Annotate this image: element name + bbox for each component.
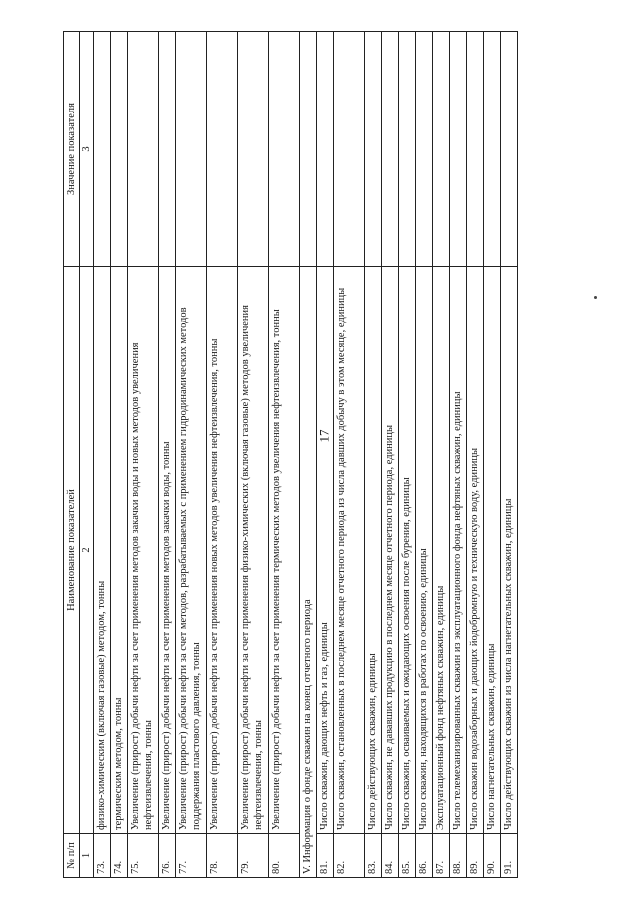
row-num: 91.	[501, 834, 518, 878]
row-name: Число телемеханизированных скважин из эксплуатационного фонда нефтяных скважин, единицы	[450, 267, 467, 834]
row-value	[207, 32, 238, 267]
table-row	[382, 32, 399, 878]
section-row	[300, 32, 317, 878]
row-value	[317, 32, 334, 267]
header-name: Наименование показателей	[64, 267, 80, 834]
row-name: Число скважин водозаборных и дающих йодобромную и техническую воду, единицы	[467, 267, 484, 834]
index-cell: 1	[80, 834, 94, 878]
row-value	[238, 32, 269, 267]
row-name: Увеличение (прирост) добычи нефти за счет применения физико-химических (включая газовые) методов увеличения нефтеизвлечения, тонны	[238, 267, 269, 834]
row-value	[269, 32, 300, 267]
table-row	[317, 32, 334, 878]
row-num: 80.	[269, 834, 300, 878]
header-num: № п/п	[64, 834, 80, 878]
row-name: Число действующих скважин из числа нагнетательных скважин, единицы	[501, 267, 518, 834]
row-num: 77.	[176, 834, 207, 878]
row-num: 74.	[111, 834, 128, 878]
row-value	[450, 32, 467, 267]
row-name: Увеличение (прирост) добычи нефти за счет применения методов закачки воды, тонны	[159, 267, 176, 834]
row-value	[484, 32, 501, 267]
section-heading: V. Информация о фонде скважин на конец отчетного периода	[300, 267, 317, 878]
row-num: 86.	[416, 834, 433, 878]
table-row	[159, 32, 176, 878]
row-name: Число скважин, находящихся в работах по освоению, единицы	[416, 267, 433, 834]
column-index-row	[80, 32, 94, 878]
row-num: 83.	[365, 834, 382, 878]
row-name: Эксплуатационный фонд нефтяных скважин, единицы	[433, 267, 450, 834]
table-row	[207, 32, 238, 878]
table-row	[176, 32, 207, 878]
row-name: Число действующих скважин, единицы	[365, 267, 382, 834]
row-value	[111, 32, 128, 267]
row-num: 79.	[238, 834, 269, 878]
row-num: 81.	[317, 834, 334, 878]
row-value	[433, 32, 450, 267]
table-row	[365, 32, 382, 878]
table-row	[399, 32, 416, 878]
row-name: Увеличение (прирост) добычи нефти за счет методов, разрабатываемых с применением гидродинамических методов поддержания пластового давления, тонны	[176, 267, 207, 834]
table-row	[238, 32, 269, 878]
table-row	[484, 32, 501, 878]
row-name: Число скважин, дающих нефть и газ, единицы	[317, 267, 334, 834]
table-row	[111, 32, 128, 878]
header-value: Значение показателя	[64, 32, 80, 267]
row-num: 85.	[399, 834, 416, 878]
index-cell: 2	[80, 267, 94, 834]
row-num: 88.	[450, 834, 467, 878]
index-cell: 3	[80, 32, 94, 267]
row-num: 78.	[207, 834, 238, 878]
scan-speck	[594, 296, 597, 299]
section-value	[300, 32, 317, 267]
table-row	[501, 32, 518, 878]
row-num: 75.	[128, 834, 159, 878]
row-name: Число скважин, осваиваемых и ожидающих освоения после бурения, единицы	[399, 267, 416, 834]
table-row	[94, 32, 111, 878]
page-number: 17	[316, 429, 332, 443]
row-value	[501, 32, 518, 267]
row-name: Число скважин, остановленных в последнем месяце отчетного периода из числа давших добычу в этом месяце, единицы	[334, 267, 365, 834]
row-num: 89.	[467, 834, 484, 878]
table-row	[450, 32, 467, 878]
row-value	[467, 32, 484, 267]
indicators-table	[63, 31, 518, 878]
row-value	[382, 32, 399, 267]
row-name: Увеличение (прирост) добычи нефти за счет применения методов закачки воды и новых методов увеличения нефтеизвлечения, тонны	[128, 267, 159, 834]
row-num: 90.	[484, 834, 501, 878]
row-value	[159, 32, 176, 267]
row-name: Число скважин, не дававших продукцию в последнем месяце отчетного периода, единицы	[382, 267, 399, 834]
table-row	[467, 32, 484, 878]
table-row	[416, 32, 433, 878]
table-row	[433, 32, 450, 878]
row-num: 76.	[159, 834, 176, 878]
row-num: 84.	[382, 834, 399, 878]
header-row	[64, 32, 80, 878]
row-name: Увеличение (прирост) добычи нефти за счет применения новых методов увеличения нефтеизвлечения, тонны	[207, 267, 238, 834]
row-num: 73.	[94, 834, 111, 878]
row-name: физико-химическим (включая газовые) методом, тонны	[94, 267, 111, 834]
rotated-table-container	[63, 32, 563, 878]
row-value	[399, 32, 416, 267]
row-name: Увеличение (прирост) добычи нефти за счет применения термических методов увеличения нефтеизвлечения, тонны	[269, 267, 300, 834]
table-row	[269, 32, 300, 878]
row-value	[176, 32, 207, 267]
row-name: Число нагнетательных скважин, единицы	[484, 267, 501, 834]
table-row	[334, 32, 365, 878]
row-value	[365, 32, 382, 267]
row-num: 87.	[433, 834, 450, 878]
row-value	[128, 32, 159, 267]
row-value	[94, 32, 111, 267]
row-value	[416, 32, 433, 267]
row-num: 82.	[334, 834, 365, 878]
row-name: термическим методом, тонны	[111, 267, 128, 834]
table-row	[128, 32, 159, 878]
row-value	[334, 32, 365, 267]
